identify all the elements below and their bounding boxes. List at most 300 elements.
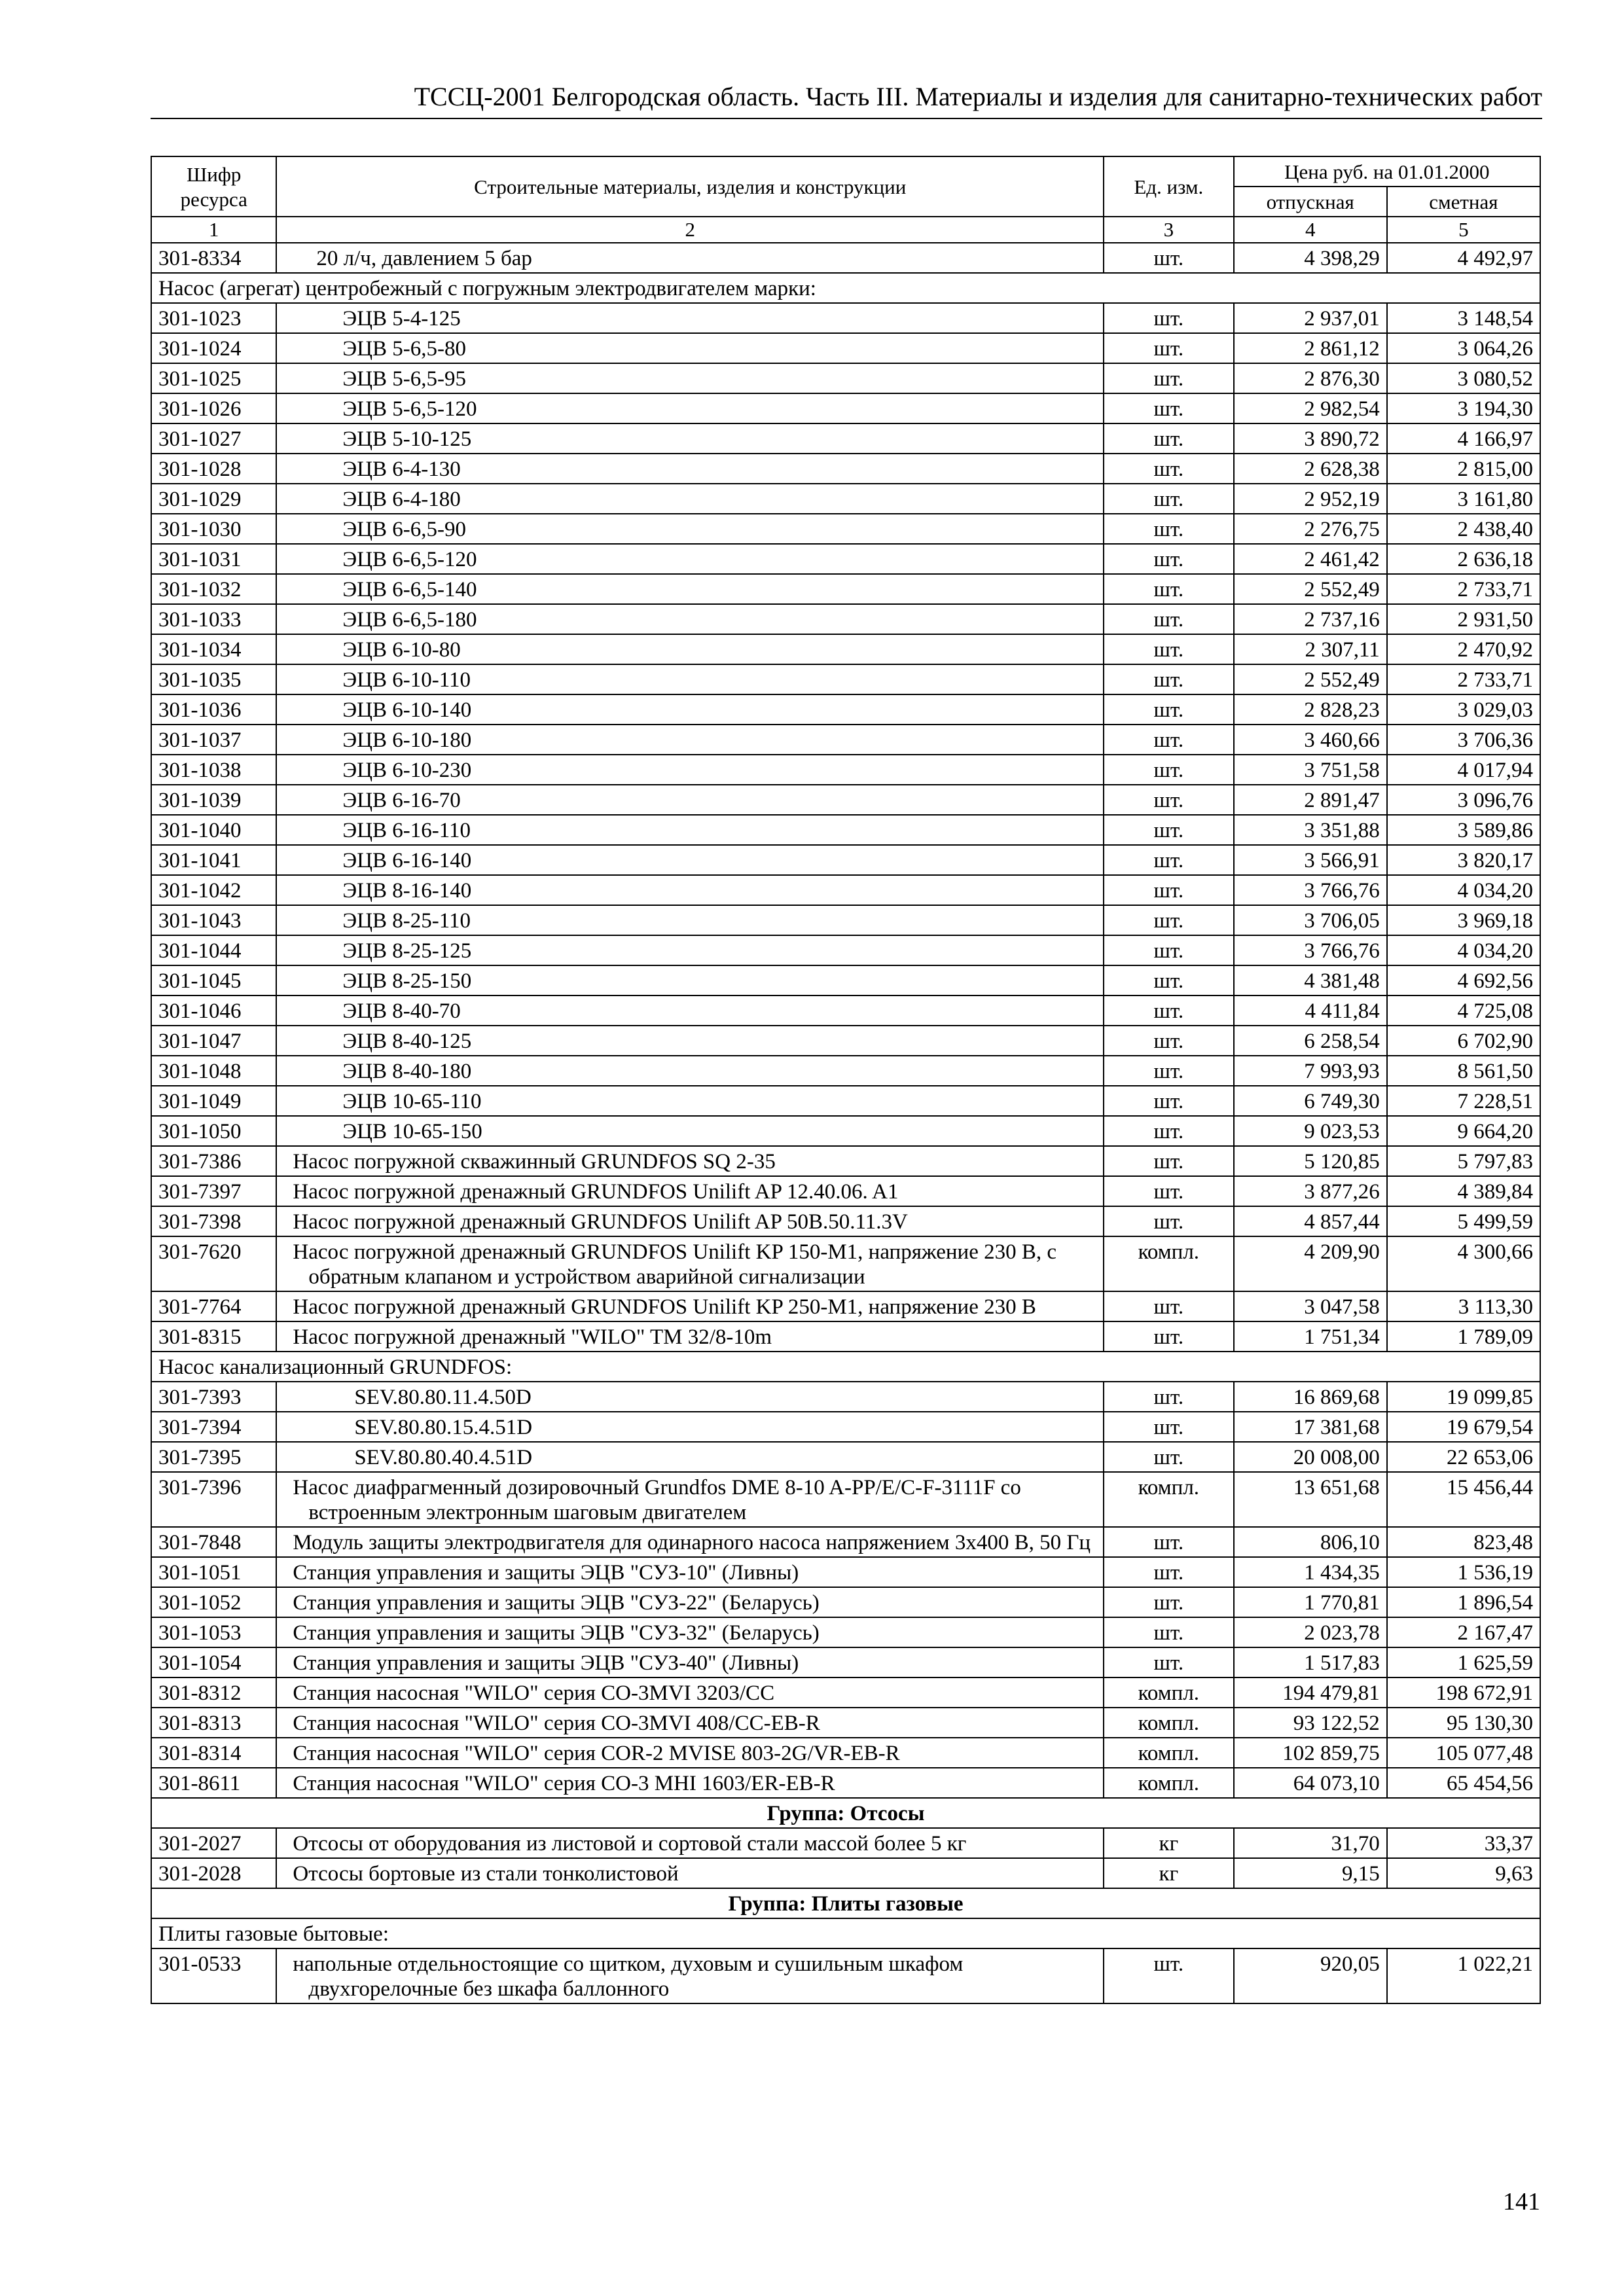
table-row — [151, 484, 1540, 514]
price-estimate: 3 096,76 — [1387, 785, 1540, 815]
resource-code: 301-7620 — [151, 1236, 276, 1291]
table-row — [151, 363, 1540, 393]
price-release: 9 023,53 — [1234, 1116, 1387, 1146]
unit: компл. — [1104, 1768, 1234, 1798]
unit: шт. — [1104, 1206, 1234, 1236]
material-name: ЭЦВ 10-65-150 — [276, 1116, 1104, 1146]
material-name: SEV.80.80.11.4.50D — [276, 1382, 1104, 1412]
price-estimate: 1 789,09 — [1387, 1321, 1540, 1352]
table-row — [151, 1828, 1540, 1858]
price-estimate: 1 625,59 — [1387, 1647, 1540, 1677]
table-row — [151, 1557, 1540, 1587]
price-release: 2 552,49 — [1234, 664, 1387, 694]
price-estimate: 4 017,94 — [1387, 755, 1540, 785]
resource-code: 301-1027 — [151, 423, 276, 454]
price-release: 3 890,72 — [1234, 423, 1387, 454]
unit: шт. — [1104, 484, 1234, 514]
unit: шт. — [1104, 423, 1234, 454]
price-estimate: 3 113,30 — [1387, 1291, 1540, 1321]
material-name: Насос погружной дренажный GRUNDFOS Unilift AP 50B.50.11.3V — [276, 1206, 1104, 1236]
price-estimate: 9 664,20 — [1387, 1116, 1540, 1146]
material-name: ЭЦВ 8-40-125 — [276, 1026, 1104, 1056]
material-name: ЭЦВ 6-4-130 — [276, 454, 1104, 484]
unit: шт. — [1104, 1647, 1234, 1677]
price-estimate: 15 456,44 — [1387, 1472, 1540, 1527]
price-estimate: 3 148,54 — [1387, 303, 1540, 333]
unit: шт. — [1104, 454, 1234, 484]
resource-code: 301-1048 — [151, 1056, 276, 1086]
unit: шт. — [1104, 1291, 1234, 1321]
price-estimate: 2 815,00 — [1387, 454, 1540, 484]
subheading-row — [151, 1918, 1540, 1948]
unit: шт. — [1104, 664, 1234, 694]
table-row — [151, 1647, 1540, 1677]
price-release: 20 008,00 — [1234, 1442, 1387, 1472]
resource-code: 301-1031 — [151, 544, 276, 574]
price-estimate: 4 300,66 — [1387, 1236, 1540, 1291]
material-name: SEV.80.80.15.4.51D — [276, 1412, 1104, 1442]
unit: шт. — [1104, 845, 1234, 875]
unit: компл. — [1104, 1236, 1234, 1291]
header-rule — [151, 118, 1542, 119]
price-estimate: 4 492,97 — [1387, 243, 1540, 273]
table-row — [151, 1677, 1540, 1708]
price-estimate: 19 099,85 — [1387, 1382, 1540, 1412]
material-name: ЭЦВ 6-10-80 — [276, 634, 1104, 664]
resource-code: 301-7386 — [151, 1146, 276, 1176]
table-row — [151, 1738, 1540, 1768]
table-row — [151, 544, 1540, 574]
unit: шт. — [1104, 634, 1234, 664]
table-row — [151, 393, 1540, 423]
table-row — [151, 574, 1540, 604]
resource-code: 301-1049 — [151, 1086, 276, 1116]
table-row — [151, 604, 1540, 634]
resource-code: 301-1039 — [151, 785, 276, 815]
table-row — [151, 965, 1540, 996]
unit: шт. — [1104, 755, 1234, 785]
resource-code: 301-1024 — [151, 333, 276, 363]
unit: шт. — [1104, 935, 1234, 965]
page-number: 141 — [1503, 2188, 1540, 2215]
price-release: 3 766,76 — [1234, 935, 1387, 965]
price-estimate: 1 536,19 — [1387, 1557, 1540, 1587]
price-release: 1 751,34 — [1234, 1321, 1387, 1352]
material-name: ЭЦВ 8-40-70 — [276, 996, 1104, 1026]
unit: кг — [1104, 1828, 1234, 1858]
unit: шт. — [1104, 1412, 1234, 1442]
price-estimate: 2 636,18 — [1387, 544, 1540, 574]
table-row — [151, 423, 1540, 454]
table-row — [151, 634, 1540, 664]
resource-code: 301-1030 — [151, 514, 276, 544]
resource-code: 301-7848 — [151, 1527, 276, 1557]
table-row — [151, 1321, 1540, 1352]
price-estimate: 3 589,86 — [1387, 815, 1540, 845]
unit: компл. — [1104, 1708, 1234, 1738]
group-heading-row — [151, 1888, 1540, 1918]
price-release: 16 869,68 — [1234, 1382, 1387, 1412]
unit: шт. — [1104, 1176, 1234, 1206]
resource-code: 301-8315 — [151, 1321, 276, 1352]
price-release: 93 122,52 — [1234, 1708, 1387, 1738]
material-name: ЭЦВ 5-6,5-95 — [276, 363, 1104, 393]
unit: компл. — [1104, 1738, 1234, 1768]
price-release: 64 073,10 — [1234, 1768, 1387, 1798]
unit: шт. — [1104, 1948, 1234, 2003]
unit: шт. — [1104, 1527, 1234, 1557]
price-release: 2 891,47 — [1234, 785, 1387, 815]
material-name: ЭЦВ 8-40-180 — [276, 1056, 1104, 1086]
price-estimate: 2 438,40 — [1387, 514, 1540, 544]
price-release: 31,70 — [1234, 1828, 1387, 1858]
material-name: ЭЦВ 6-10-110 — [276, 664, 1104, 694]
unit: шт. — [1104, 725, 1234, 755]
material-name: ЭЦВ 6-10-180 — [276, 725, 1104, 755]
price-release: 7 993,93 — [1234, 1056, 1387, 1086]
unit: компл. — [1104, 1472, 1234, 1527]
price-release: 2 628,38 — [1234, 454, 1387, 484]
col-number: 1 — [151, 217, 276, 243]
price-release: 3 706,05 — [1234, 905, 1387, 935]
price-estimate: 3 064,26 — [1387, 333, 1540, 363]
price-release: 2 861,12 — [1234, 333, 1387, 363]
table-row — [151, 996, 1540, 1026]
table-row — [151, 1768, 1540, 1798]
resource-code: 301-2027 — [151, 1828, 276, 1858]
material-name: Станция насосная "WILO" серия CO-3MVI 3203/CC — [276, 1677, 1104, 1708]
unit: шт. — [1104, 1442, 1234, 1472]
table-row — [151, 1587, 1540, 1617]
price-release: 17 381,68 — [1234, 1412, 1387, 1442]
price-estimate: 2 167,47 — [1387, 1617, 1540, 1647]
price-release: 3 047,58 — [1234, 1291, 1387, 1321]
resource-code: 301-1052 — [151, 1587, 276, 1617]
price-release: 2 982,54 — [1234, 393, 1387, 423]
material-name: Насос погружной дренажный GRUNDFOS Unilift AP 12.40.06. A1 — [276, 1176, 1104, 1206]
unit: шт. — [1104, 1056, 1234, 1086]
subheading: Насос канализационный GRUNDFOS: — [151, 1352, 1540, 1382]
price-estimate: 4 166,97 — [1387, 423, 1540, 454]
price-release: 2 461,42 — [1234, 544, 1387, 574]
group-heading: Группа: Отсосы — [151, 1798, 1540, 1828]
resource-code: 301-1046 — [151, 996, 276, 1026]
resource-code: 301-1045 — [151, 965, 276, 996]
price-estimate: 5 499,59 — [1387, 1206, 1540, 1236]
price-release: 4 857,44 — [1234, 1206, 1387, 1236]
unit: шт. — [1104, 965, 1234, 996]
price-estimate: 105 077,48 — [1387, 1738, 1540, 1768]
resource-code: 301-8334 — [151, 243, 276, 273]
table-row — [151, 1617, 1540, 1647]
price-release: 2 276,75 — [1234, 514, 1387, 544]
price-estimate: 3 080,52 — [1387, 363, 1540, 393]
subheading-row — [151, 273, 1540, 303]
price-release: 2 023,78 — [1234, 1617, 1387, 1647]
price-estimate: 3 820,17 — [1387, 845, 1540, 875]
price-release: 13 651,68 — [1234, 1472, 1387, 1527]
price-estimate: 33,37 — [1387, 1828, 1540, 1858]
unit: шт. — [1104, 1382, 1234, 1412]
resource-code: 301-1043 — [151, 905, 276, 935]
price-release: 3 351,88 — [1234, 815, 1387, 845]
material-name: ЭЦВ 6-16-110 — [276, 815, 1104, 845]
unit: шт. — [1104, 333, 1234, 363]
table-row — [151, 1056, 1540, 1086]
table-row — [151, 1472, 1540, 1527]
table-row — [151, 1442, 1540, 1472]
price-estimate: 3 029,03 — [1387, 694, 1540, 725]
price-release: 6 749,30 — [1234, 1086, 1387, 1116]
material-name: SEV.80.80.40.4.51D — [276, 1442, 1104, 1472]
material-name: Насос погружной дренажный GRUNDFOS Unilift KP 150-M1, напряжение 230 В, с обратным клапаном и устройством аварийной сигнализации — [276, 1236, 1104, 1291]
resource-code: 301-1035 — [151, 664, 276, 694]
price-estimate: 8 561,50 — [1387, 1056, 1540, 1086]
price-estimate: 22 653,06 — [1387, 1442, 1540, 1472]
price-release: 4 398,29 — [1234, 243, 1387, 273]
price-estimate: 2 470,92 — [1387, 634, 1540, 664]
price-estimate: 3 194,30 — [1387, 393, 1540, 423]
unit: компл. — [1104, 1677, 1234, 1708]
material-name: ЭЦВ 8-25-110 — [276, 905, 1104, 935]
material-name: Станция управления и защиты ЭЦВ "СУЗ-32" (Беларусь) — [276, 1617, 1104, 1647]
material-name: ЭЦВ 6-6,5-140 — [276, 574, 1104, 604]
price-release: 3 460,66 — [1234, 725, 1387, 755]
price-estimate: 4 034,20 — [1387, 875, 1540, 905]
unit: шт. — [1104, 544, 1234, 574]
unit: шт. — [1104, 1146, 1234, 1176]
table-row — [151, 1291, 1540, 1321]
resource-code: 301-1038 — [151, 755, 276, 785]
material-name: ЭЦВ 8-25-150 — [276, 965, 1104, 996]
unit: шт. — [1104, 243, 1234, 273]
table-row — [151, 1086, 1540, 1116]
unit: шт. — [1104, 1026, 1234, 1056]
price-estimate: 2 733,71 — [1387, 664, 1540, 694]
col-number: 5 — [1387, 217, 1540, 243]
col-header-price-release: отпускная — [1234, 187, 1387, 217]
unit: шт. — [1104, 815, 1234, 845]
table-row — [151, 1146, 1540, 1176]
resource-code: 301-1041 — [151, 845, 276, 875]
running-header: ТССЦ-2001 Белгородская область. Часть III. Материалы и изделия для санитарно-технических работ — [414, 82, 1542, 111]
group-heading: Группа: Плиты газовые — [151, 1888, 1540, 1918]
unit: шт. — [1104, 1086, 1234, 1116]
price-estimate: 4 692,56 — [1387, 965, 1540, 996]
table-row — [151, 1206, 1540, 1236]
material-name: ЭЦВ 6-10-230 — [276, 755, 1104, 785]
material-name: ЭЦВ 5-6,5-80 — [276, 333, 1104, 363]
unit: шт. — [1104, 1116, 1234, 1146]
resource-code: 301-1042 — [151, 875, 276, 905]
material-name: ЭЦВ 10-65-110 — [276, 1086, 1104, 1116]
price-estimate: 198 672,91 — [1387, 1677, 1540, 1708]
resource-code: 301-1040 — [151, 815, 276, 845]
material-name: ЭЦВ 6-4-180 — [276, 484, 1104, 514]
price-estimate: 3 161,80 — [1387, 484, 1540, 514]
unit: шт. — [1104, 1557, 1234, 1587]
table-row — [151, 935, 1540, 965]
resource-code: 301-1050 — [151, 1116, 276, 1146]
material-name: ЭЦВ 8-25-125 — [276, 935, 1104, 965]
material-name: ЭЦВ 6-10-140 — [276, 694, 1104, 725]
price-estimate: 1 022,21 — [1387, 1948, 1540, 2003]
price-estimate: 7 228,51 — [1387, 1086, 1540, 1116]
table-row — [151, 1116, 1540, 1146]
resource-code: 301-1053 — [151, 1617, 276, 1647]
resource-code: 301-1054 — [151, 1647, 276, 1677]
resource-code: 301-1037 — [151, 725, 276, 755]
price-estimate: 95 130,30 — [1387, 1708, 1540, 1738]
price-release: 2 937,01 — [1234, 303, 1387, 333]
material-name: ЭЦВ 6-6,5-90 — [276, 514, 1104, 544]
resource-code: 301-7393 — [151, 1382, 276, 1412]
table-row — [151, 1527, 1540, 1557]
col-number: 4 — [1234, 217, 1387, 243]
table-row — [151, 694, 1540, 725]
price-release: 3 566,91 — [1234, 845, 1387, 875]
resource-code: 301-7397 — [151, 1176, 276, 1206]
table-row — [151, 243, 1540, 273]
material-name: Насос диафрагменный дозировочный Grundfos DME 8-10 A-PP/E/C-F-3111F со встроенным электронным шаговым двигателем — [276, 1472, 1104, 1527]
material-name: ЭЦВ 6-16-140 — [276, 845, 1104, 875]
price-estimate: 3 706,36 — [1387, 725, 1540, 755]
table-row — [151, 1858, 1540, 1888]
price-release: 2 876,30 — [1234, 363, 1387, 393]
price-release: 102 859,75 — [1234, 1738, 1387, 1768]
price-estimate: 6 702,90 — [1387, 1026, 1540, 1056]
resource-code: 301-8312 — [151, 1677, 276, 1708]
resource-code: 301-7394 — [151, 1412, 276, 1442]
price-release: 3 751,58 — [1234, 755, 1387, 785]
resource-code: 301-1044 — [151, 935, 276, 965]
price-release: 806,10 — [1234, 1527, 1387, 1557]
table-row — [151, 1176, 1540, 1206]
unit: шт. — [1104, 875, 1234, 905]
material-name: Насос погружной дренажный "WILO" TM 32/8-10m — [276, 1321, 1104, 1352]
resource-code: 301-1023 — [151, 303, 276, 333]
unit: шт. — [1104, 905, 1234, 935]
table-row — [151, 1708, 1540, 1738]
unit: шт. — [1104, 574, 1234, 604]
price-estimate: 3 969,18 — [1387, 905, 1540, 935]
material-name: Станция управления и защиты ЭЦВ "СУЗ-10" (Ливны) — [276, 1557, 1104, 1587]
price-estimate: 65 454,56 — [1387, 1768, 1540, 1798]
price-release: 3 877,26 — [1234, 1176, 1387, 1206]
resource-code: 301-2028 — [151, 1858, 276, 1888]
material-name: ЭЦВ 5-10-125 — [276, 423, 1104, 454]
resource-code: 301-8313 — [151, 1708, 276, 1738]
material-name: Модуль защиты электродвигателя для одинарного насоса напряжением 3x400 В, 50 Гц — [276, 1527, 1104, 1557]
material-name: Отсосы бортовые из стали тонколистовой — [276, 1858, 1104, 1888]
col-header-price: Цена руб. на 01.01.2000 — [1234, 156, 1540, 187]
material-name: Отсосы от оборудования из листовой и сортовой стали массой более 5 кг — [276, 1828, 1104, 1858]
table-body — [151, 243, 1540, 2003]
unit: шт. — [1104, 1617, 1234, 1647]
price-release: 4 381,48 — [1234, 965, 1387, 996]
unit: шт. — [1104, 1587, 1234, 1617]
unit: шт. — [1104, 363, 1234, 393]
price-estimate: 4 389,84 — [1387, 1176, 1540, 1206]
material-name: Станция насосная "WILO" серия CO-3MVI 408/CC-EB-R — [276, 1708, 1104, 1738]
price-estimate: 823,48 — [1387, 1527, 1540, 1557]
price-release: 1 770,81 — [1234, 1587, 1387, 1617]
price-release: 5 120,85 — [1234, 1146, 1387, 1176]
price-release: 2 552,49 — [1234, 574, 1387, 604]
resource-code: 301-8611 — [151, 1768, 276, 1798]
resource-code: 301-1051 — [151, 1557, 276, 1587]
table-row — [151, 514, 1540, 544]
col-number: 2 — [276, 217, 1104, 243]
unit: шт. — [1104, 694, 1234, 725]
material-name: ЭЦВ 6-6,5-180 — [276, 604, 1104, 634]
resource-code: 301-7764 — [151, 1291, 276, 1321]
resource-code: 301-1025 — [151, 363, 276, 393]
resource-code: 301-1036 — [151, 694, 276, 725]
resource-code: 301-1033 — [151, 604, 276, 634]
price-release: 2 307,11 — [1234, 634, 1387, 664]
material-name: ЭЦВ 6-16-70 — [276, 785, 1104, 815]
price-release: 194 479,81 — [1234, 1677, 1387, 1708]
table-row — [151, 303, 1540, 333]
subheading: Плиты газовые бытовые: — [151, 1918, 1540, 1948]
resource-code: 301-1047 — [151, 1026, 276, 1056]
price-estimate: 4 034,20 — [1387, 935, 1540, 965]
price-release: 2 828,23 — [1234, 694, 1387, 725]
material-name: Станция управления и защиты ЭЦВ "СУЗ-22" (Беларусь) — [276, 1587, 1104, 1617]
unit: шт. — [1104, 514, 1234, 544]
unit: кг — [1104, 1858, 1234, 1888]
material-name: Станция насосная "WILO" серия CO-3 MHI 1603/ER-EB-R — [276, 1768, 1104, 1798]
table-row — [151, 333, 1540, 363]
resource-code: 301-0533 — [151, 1948, 276, 2003]
table-row — [151, 1236, 1540, 1291]
unit: шт. — [1104, 303, 1234, 333]
price-estimate: 1 896,54 — [1387, 1587, 1540, 1617]
price-estimate: 9,63 — [1387, 1858, 1540, 1888]
price-release: 920,05 — [1234, 1948, 1387, 2003]
resource-code: 301-1034 — [151, 634, 276, 664]
table-row — [151, 1026, 1540, 1056]
resource-code: 301-1029 — [151, 484, 276, 514]
material-name: Станция насосная "WILO" серия COR-2 MVISE 803-2G/VR-EB-R — [276, 1738, 1104, 1768]
price-estimate: 2 733,71 — [1387, 574, 1540, 604]
table-row — [151, 664, 1540, 694]
price-release: 3 766,76 — [1234, 875, 1387, 905]
group-heading-row — [151, 1798, 1540, 1828]
price-estimate: 5 797,83 — [1387, 1146, 1540, 1176]
resource-code: 301-7398 — [151, 1206, 276, 1236]
table-row — [151, 1948, 1540, 2003]
price-release: 4 411,84 — [1234, 996, 1387, 1026]
col-header-code: Шифр ресурса — [151, 156, 276, 217]
resource-code: 301-1026 — [151, 393, 276, 423]
price-estimate: 2 931,50 — [1387, 604, 1540, 634]
material-name: ЭЦВ 8-16-140 — [276, 875, 1104, 905]
material-name: напольные отдельностоящие со щитком, духовым и сушильным шкафом двухгорелочные без шкафа баллонного — [276, 1948, 1104, 2003]
price-estimate: 19 679,54 — [1387, 1412, 1540, 1442]
col-header-name: Строительные материалы, изделия и конструкции — [276, 156, 1104, 217]
unit: шт. — [1104, 604, 1234, 634]
resource-code: 301-7395 — [151, 1442, 276, 1472]
price-release: 1 434,35 — [1234, 1557, 1387, 1587]
unit: шт. — [1104, 996, 1234, 1026]
price-release: 1 517,83 — [1234, 1647, 1387, 1677]
table-row — [151, 1382, 1540, 1412]
subheading: Насос (агрегат) центробежный с погружным электродвигателем марки: — [151, 273, 1540, 303]
price-release: 2 952,19 — [1234, 484, 1387, 514]
table-row — [151, 1412, 1540, 1442]
